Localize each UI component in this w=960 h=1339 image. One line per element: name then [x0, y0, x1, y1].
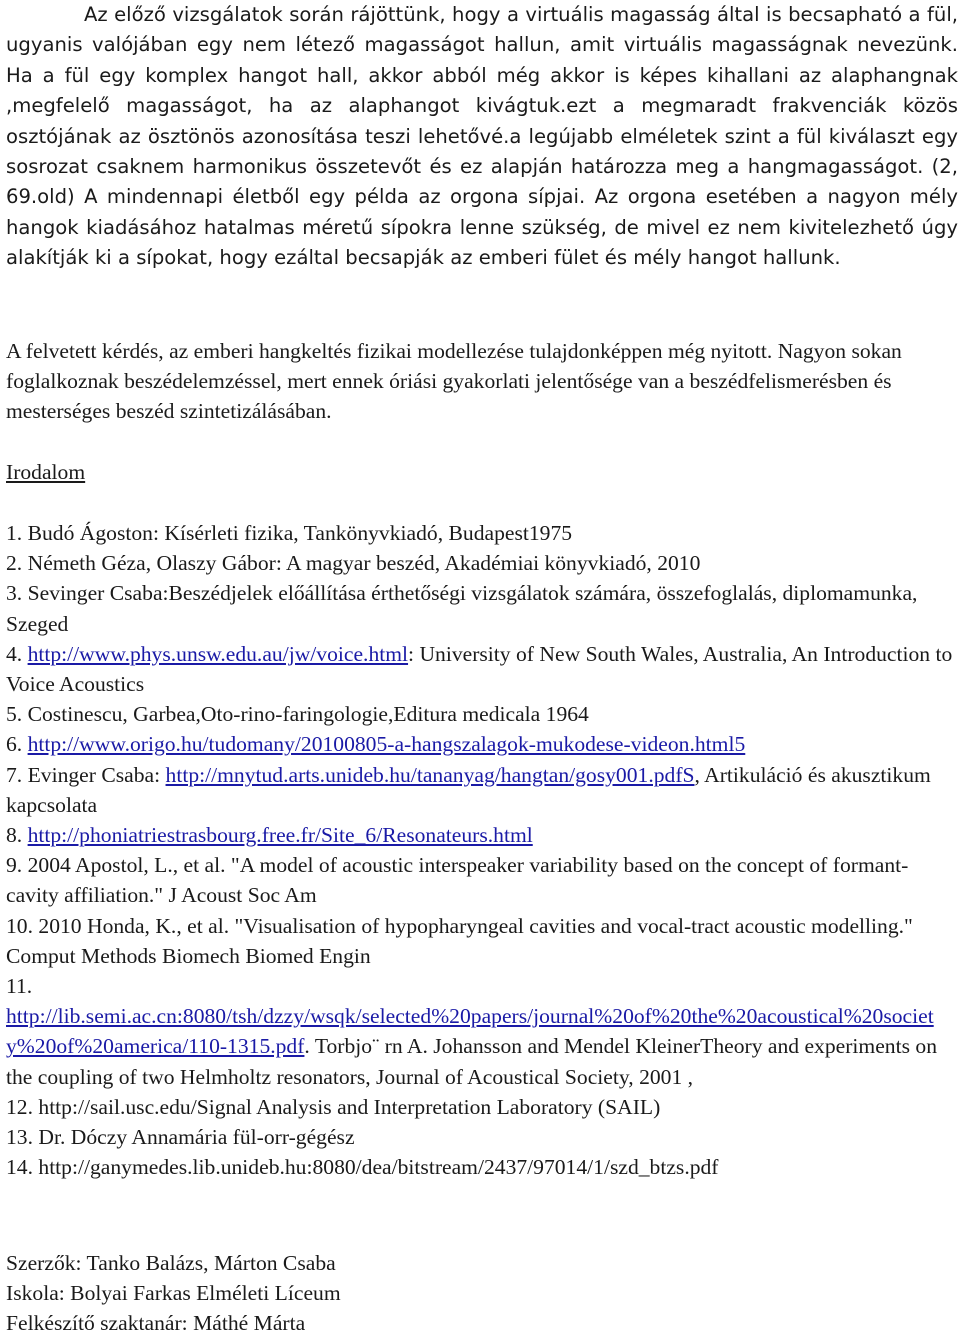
reference-item-2: 2. Németh Géza, Olaszy Gábor: A magyar beszéd, Akadémiai könyvkiadó, 2010: [6, 551, 701, 576]
reference-item-13: 13. Dr. Dóczy Annamária fül-orr-gégész: [6, 1125, 355, 1150]
reference-item-1: 1. Budó Ágoston: Kísérleti fizika, Tankönyvkiadó, Budapest1975: [6, 521, 573, 545]
reference-number: 8.: [6, 823, 28, 848]
reference-text: : University of New South Wales, Australia, An Introduction to Voice Acoustics: [6, 641, 953, 697]
reference-number: 7. Evinger Csaba:: [6, 762, 166, 787]
reference-item-3: 3. Sevinger Csaba:Beszédjelek előállítása érthetőségi vizsgálatok számára, összefoglalás, diplomamunka, Szeged: [6, 581, 918, 636]
authors-line: Szerzők: Tanko Balázs, Márton Csaba: [6, 1251, 336, 1275]
reference-item-9: 9. 2004 Apostol, L., et al. "A model of acoustic interspeaker variability based on the concept of formant-cavity affiliation." J Acoust Soc Am: [6, 853, 909, 908]
reference-text: . Torbjo¨ rn A. Johansson and Mendel KleinerTheory and experiments on the coupling of two Helmholtz resonators, Journal of Acoustical Society, 2001 ,: [6, 1034, 937, 1089]
reference-item-6: [6, 729, 958, 759]
closing-paragraph: A felvetett kérdés, az emberi hangkeltés fizikai modellezése tulajdonképpen még nyitott. Nagyon sokan foglalkoznak beszédelemzéssel, mert ennek óriási gyakorlati jelentősége van a beszédfelismerésben és mesterséges beszéd szintetizálásában.: [6, 339, 902, 424]
reference-text: , Artikuláció és akusztikum kapcsolata: [6, 762, 931, 817]
reference-list: [6, 518, 958, 1182]
author-block: [6, 1248, 958, 1339]
reference-number: 4.: [6, 641, 28, 666]
reference-item-14: 14. http://ganymedes.lib.unideb.hu:8080/dea/bitstream/2437/97014/1/szd_btzs.pdf: [6, 1155, 719, 1180]
reference-item-5: 5. Costinescu, Garbea,Oto-rino-faringologie,Editura medicala 1964: [6, 702, 589, 727]
reference-item-10: 10. 2010 Honda, K., et al. "Visualisation of hypopharyngeal cavities and vocal-tract acoustic modelling." Comput Methods Biomech Biomed Engin: [6, 913, 913, 968]
reference-number: 6.: [6, 732, 28, 757]
references-heading: Irodalom: [6, 460, 86, 484]
reference-link[interactable]: http://mnytud.arts.unideb.hu/tananyag/hangtan/gosy001.pdfS: [165, 762, 695, 787]
reference-item-7: [6, 760, 958, 820]
reference-link[interactable]: http://lib.semi.ac.cn:8080/tsh/dzzy/wsqk/selected%20papers/journal%20of%20the%20acoustical%20society%20of%20america/110-1315.pdf: [6, 1004, 934, 1059]
reference-item-8: [6, 820, 958, 850]
reference-link[interactable]: http://www.phys.unsw.edu.au/jw/voice.html: [27, 641, 409, 666]
school-line: Iskola: Bolyai Farkas Elméleti Líceum: [6, 1281, 341, 1306]
intro-paragraph: [6, 0, 958, 274]
reference-link[interactable]: http://www.origo.hu/tudomany/20100805-a-hangszalagok-mukodese-videon.html5: [27, 732, 746, 757]
intro-text: Az előző vizsgálatok során rájöttünk, hogy a virtuális magasság által is becsapható a fül, ugyanis valójában egy nem létező magasságot hallun, amit virtuális magasságnak nevezünk. Ha a fül egy komplex hangot hall, akkor abból még akkor is képes kihallani az alaphangnak ,megfelelő magasságot, ha az alaphangot kivágtuk.ezt a megmaradt frakvenciák közös osztójának az ösztönös azonosítása teszi lehetővé.a legújabb elméletek szint a fül kiválaszt egy sosrozat csaknem harmonikus összetevőt és ez alapján határozza meg a hangmagasságot. (2, 69.old) A mindennapi életből egy példa az orgona sípjai. Az orgona esetében a nagyon mély hangok kiadásához hatalmas méretű sípokra lenne szükség, de mivel ez nem kivitelezhető úgy alakítják ki a sípokat, hogy ezáltal becsapják az emberi fület és mély hangot hallunk.: [6, 3, 958, 270]
reference-number: 11.: [6, 974, 33, 999]
reference-item-11: [6, 971, 958, 1092]
teacher-line: Felkészítő szaktanár: Máthé Márta: [6, 1311, 306, 1336]
reference-item-4: [6, 639, 958, 699]
reference-link[interactable]: http://phoniatriestrasbourg.free.fr/Site_6/Resonateurs.html: [27, 823, 533, 848]
reference-item-12: 12. http://sail.usc.edu/Signal Analysis and Interpretation Laboratory (SAIL): [6, 1094, 661, 1119]
